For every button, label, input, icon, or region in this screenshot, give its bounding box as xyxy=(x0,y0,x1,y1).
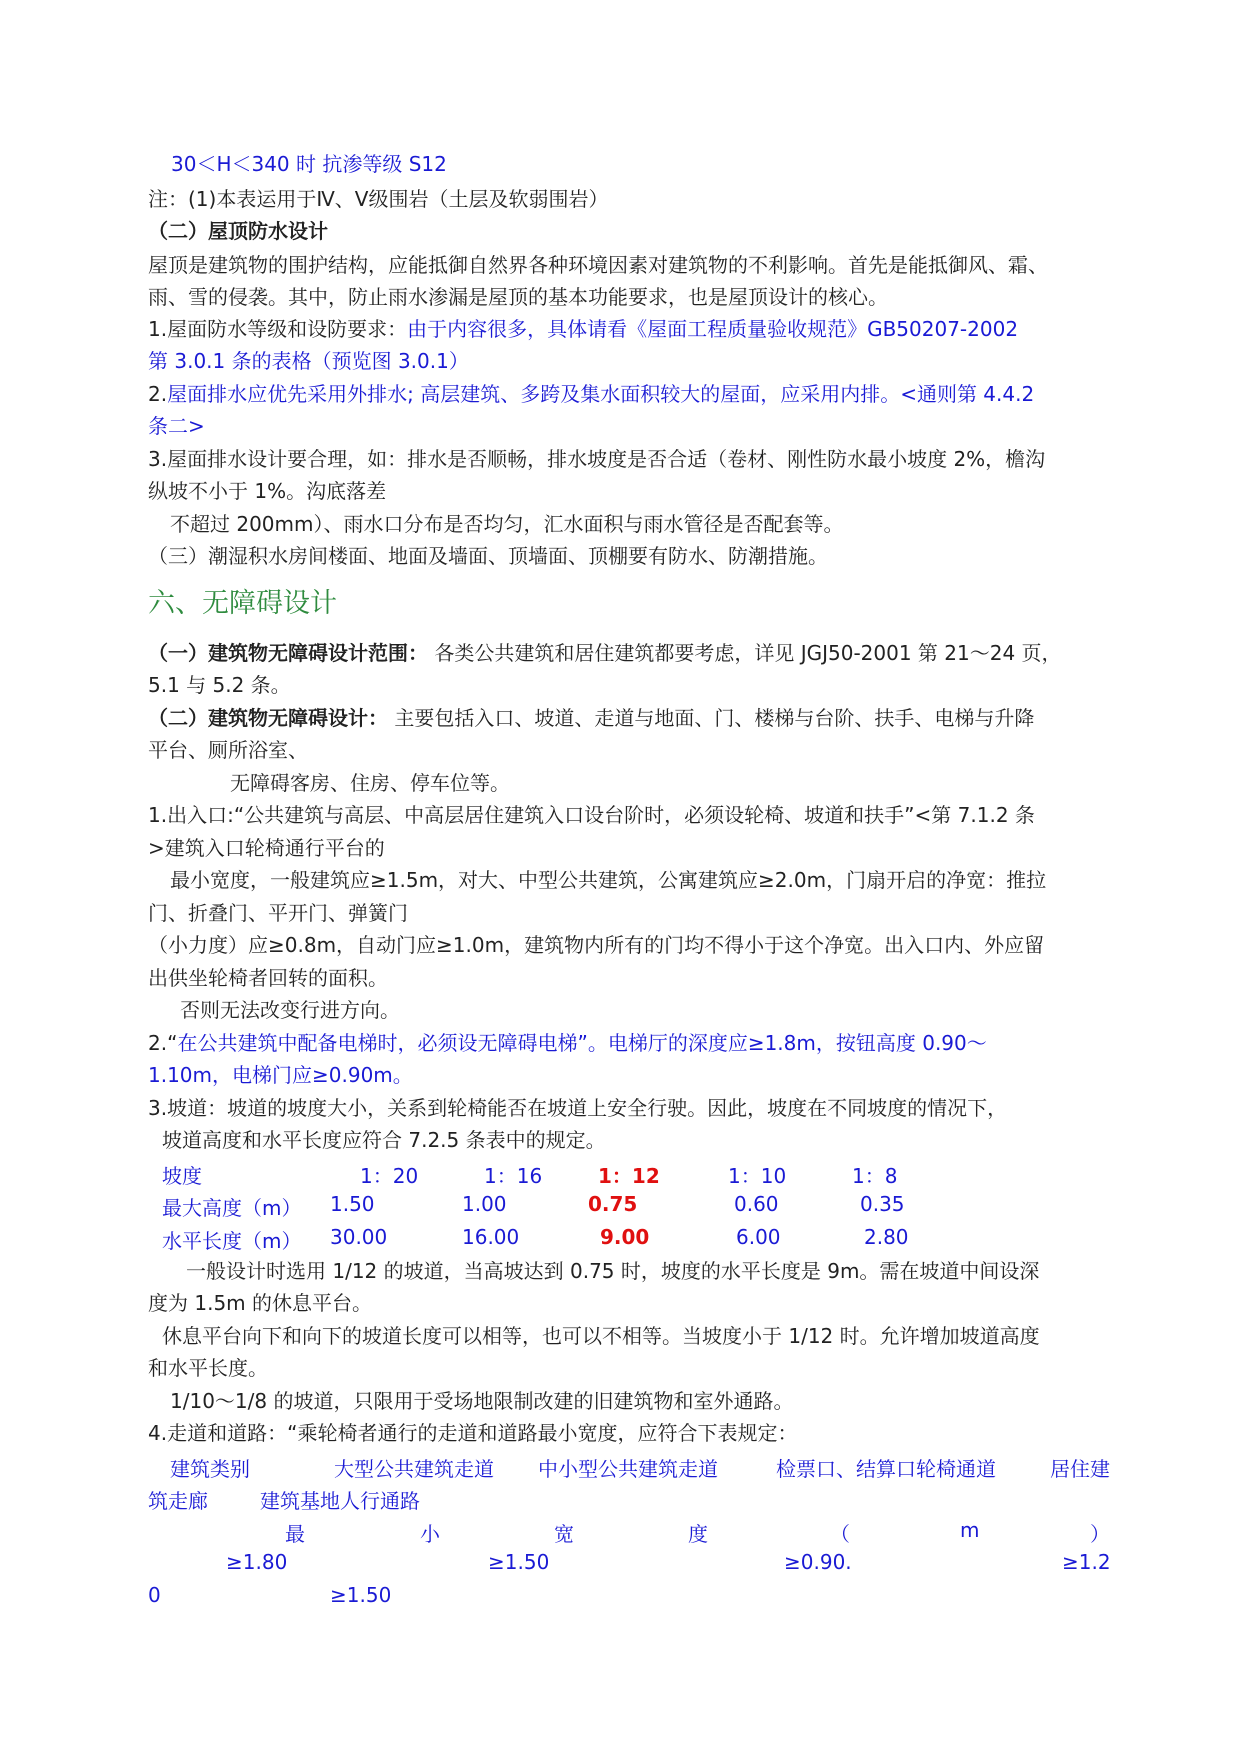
note-line: 注：(1)本表运用于Ⅳ、Ⅴ级围岩（土层及软弱围岩） xyxy=(148,187,609,211)
width-value: ≥0.90. xyxy=(784,1550,852,1574)
width-value: ≥1.2 xyxy=(1062,1550,1111,1574)
roof-item-2-text: 屋面排水应优先采用外排水; 高层建筑、多跨及集水面积较大的屋面，应采用内排。<通则第 4.4.2 xyxy=(167,382,1035,406)
corridor-category: 中小型公共建筑走道 xyxy=(538,1457,718,1481)
slope-row-label-height: 最大高度（m） xyxy=(162,1196,302,1220)
corridor-category: 居住建 xyxy=(1050,1457,1110,1481)
width-header-char: m xyxy=(960,1518,980,1542)
width-value: ≥1.80 xyxy=(226,1550,288,1574)
slope-row-label-ratio: 坡度 xyxy=(162,1164,202,1188)
slope-height-cell-highlight: 0.75 xyxy=(588,1192,638,1216)
slope-height-cell: 0.60 xyxy=(734,1192,779,1216)
elevator-line xyxy=(148,1030,987,1056)
corridor-intro: 4.走道和道路：“乘轮椅者通行的走道和道路最小宽度，应符合下表规定： xyxy=(148,1421,798,1445)
design-label: （二）建筑物无障碍设计： xyxy=(148,706,388,730)
slope-ratio-cell-highlight: 1：12 xyxy=(598,1164,660,1188)
roof-item-3-2: 纵坡不小于 1%。沟底落差 xyxy=(148,479,387,503)
width-value: ≥1.50 xyxy=(488,1550,550,1574)
slope-height-cell: 0.35 xyxy=(860,1192,905,1216)
roof-item-1 xyxy=(148,316,1018,342)
rest-platform-1: 一般设计时选用 1/12 的坡道，当高坡达到 0.75 时，坡度的水平长度是 9m。需在坡道中间设深 xyxy=(186,1259,1040,1283)
entrance-3: 最小宽度，一般建筑应≥1.5m，对大、中型公共建筑，公寓建筑应≥2.0m，门扇开启的净宽：推拉 xyxy=(170,868,1047,892)
slope-ratio-cell: 1：16 xyxy=(484,1164,543,1188)
elevator-text: 在公共建筑中配备电梯时，必须设无障碍电梯”。电梯厅的深度应≥1.8m，按钮高度 0.90～ xyxy=(177,1031,987,1055)
scope-text-cont: 5.1 与 5.2 条。 xyxy=(148,673,291,697)
section-heading: 六、无障碍设计 xyxy=(148,588,337,619)
roof-item-1-link-cont: 第 3.0.1 条的表格（预览图 3.0.1） xyxy=(148,349,469,373)
rest-platform-4: 和水平长度。 xyxy=(148,1356,268,1380)
entrance-2: >建筑入口轮椅通行平台的 xyxy=(148,836,385,860)
slope-length-cell: 6.00 xyxy=(736,1225,781,1249)
roof-item-2-cont: 条二> xyxy=(148,414,205,438)
slope-height-cell: 1.00 xyxy=(462,1192,507,1216)
width-header-char: 度 xyxy=(688,1522,708,1546)
ramp-limit: 1/10～1/8 的坡道，只限用于受场地限制改建的旧建筑物和室外通路。 xyxy=(170,1389,794,1413)
roof-subtitle: （二）屋顶防水设计 xyxy=(148,219,328,243)
width-value: ≥1.50 xyxy=(330,1583,392,1607)
corridor-category: 检票口、结算口轮椅通道 xyxy=(776,1457,996,1481)
seepage-grade-line: 30＜H＜340 时 抗渗等级 S12 xyxy=(171,152,447,176)
slope-length-cell-highlight: 9.00 xyxy=(600,1225,650,1249)
slope-ratio-cell: 1：20 xyxy=(360,1164,419,1188)
width-header-char: 小 xyxy=(420,1522,440,1546)
roof-intro-1: 屋顶是建筑物的围护结构，应能抵御自然界各种环境因素对建筑物的不利影响。首先是能抵御风、霜、 xyxy=(148,253,1048,277)
roof-item-2-prefix: 2. xyxy=(148,382,168,406)
roof-item-3-1: 3.屋面排水设计要合理，如：排水是否顺畅，排水坡度是否合适（卷材、刚性防水最小坡度 2%，檐沟 xyxy=(148,447,1046,471)
slope-length-cell: 16.00 xyxy=(462,1225,520,1249)
width-header-char: 最 xyxy=(285,1522,305,1546)
scope-paragraph xyxy=(148,640,1062,666)
slope-length-cell: 2.80 xyxy=(864,1225,909,1249)
scope-label: （一）建筑物无障碍设计范围： xyxy=(148,641,428,665)
design-paragraph xyxy=(148,705,1034,731)
entrance-1: 1.出入口:“公共建筑与高层、中高层居住建筑入口设台阶时，必须设轮椅、坡道和扶手”<第 7.1.2 条 xyxy=(148,803,1035,827)
corridor-category: 建筑类别 xyxy=(170,1457,250,1481)
width-header-char: 宽 xyxy=(554,1522,574,1546)
width-header-char: ） xyxy=(1090,1522,1110,1546)
slope-length-cell: 30.00 xyxy=(330,1225,388,1249)
design-text-cont-1: 平台、厕所浴室、 xyxy=(148,738,308,762)
elevator-prefix: 2.“ xyxy=(148,1031,178,1055)
design-text: 主要包括入口、坡道、走道与地面、门、楼梯与台阶、扶手、电梯与升降 xyxy=(388,706,1035,730)
roof-item-1-prefix: 1.屋面防水等级和设防要求： xyxy=(148,317,408,341)
ramp-1: 3.坡道：坡道的坡度大小，关系到轮椅能否在坡道上安全行驶。因此，坡度在不同坡度的情况下， xyxy=(148,1096,1008,1120)
slope-ratio-cell: 1：8 xyxy=(852,1164,898,1188)
slope-height-cell: 1.50 xyxy=(330,1192,375,1216)
roof-item-1-link: 由于内容很多，具体请看《屋面工程质量验收规范》GB50207-2002 xyxy=(407,317,1019,341)
slope-ratio-cell: 1：10 xyxy=(728,1164,787,1188)
entrance-6: 出供坐轮椅者回转的面积。 xyxy=(148,966,388,990)
entrance-4: 门、折叠门、平开门、弹簧门 xyxy=(148,901,408,925)
slope-row-label-length: 水平长度（m） xyxy=(162,1229,302,1253)
entrance-7: 否则无法改变行进方向。 xyxy=(180,998,400,1022)
entrance-5: （小力度）应≥0.8m，自动门应≥1.0m，建筑物内所有的门均不得小于这个净宽。出入口内、外应留 xyxy=(148,933,1045,957)
rest-platform-3: 休息平台向下和向下的坡道长度可以相等，也可以不相等。当坡度小于 1/12 时。允许增加坡道高度 xyxy=(162,1324,1040,1348)
width-value: 0 xyxy=(148,1583,161,1607)
width-header-char: （ xyxy=(830,1522,850,1546)
corridor-category: 建筑基地人行通路 xyxy=(260,1489,420,1513)
roof-subsection-3: （三）潮湿积水房间楼面、地面及墙面、顶墙面、顶棚要有防水、防潮措施。 xyxy=(148,544,828,568)
corridor-category: 筑走廊 xyxy=(148,1489,208,1513)
corridor-category: 大型公共建筑走道 xyxy=(334,1457,494,1481)
rest-platform-2: 度为 1.5m 的休息平台。 xyxy=(148,1291,373,1315)
elevator-text-cont: 1.10m，电梯门应≥0.90m。 xyxy=(148,1063,413,1087)
roof-item-3-3: 不超过 200mm）、雨水口分布是否均匀，汇水面积与雨水管径是否配套等。 xyxy=(170,512,844,536)
roof-item-2 xyxy=(148,381,1034,407)
scope-text: 各类公共建筑和居住建筑都要考虑，详见 JGJ50-2001 第 21～24 页， xyxy=(428,641,1062,665)
design-text-cont-2: 无障碍客房、住房、停车位等。 xyxy=(230,771,510,795)
roof-intro-2: 雨、雪的侵袭。其中，防止雨水渗漏是屋顶的基本功能要求，也是屋顶设计的核心。 xyxy=(148,285,888,309)
ramp-2: 坡道高度和水平长度应符合 7.2.5 条表中的规定。 xyxy=(162,1128,606,1152)
